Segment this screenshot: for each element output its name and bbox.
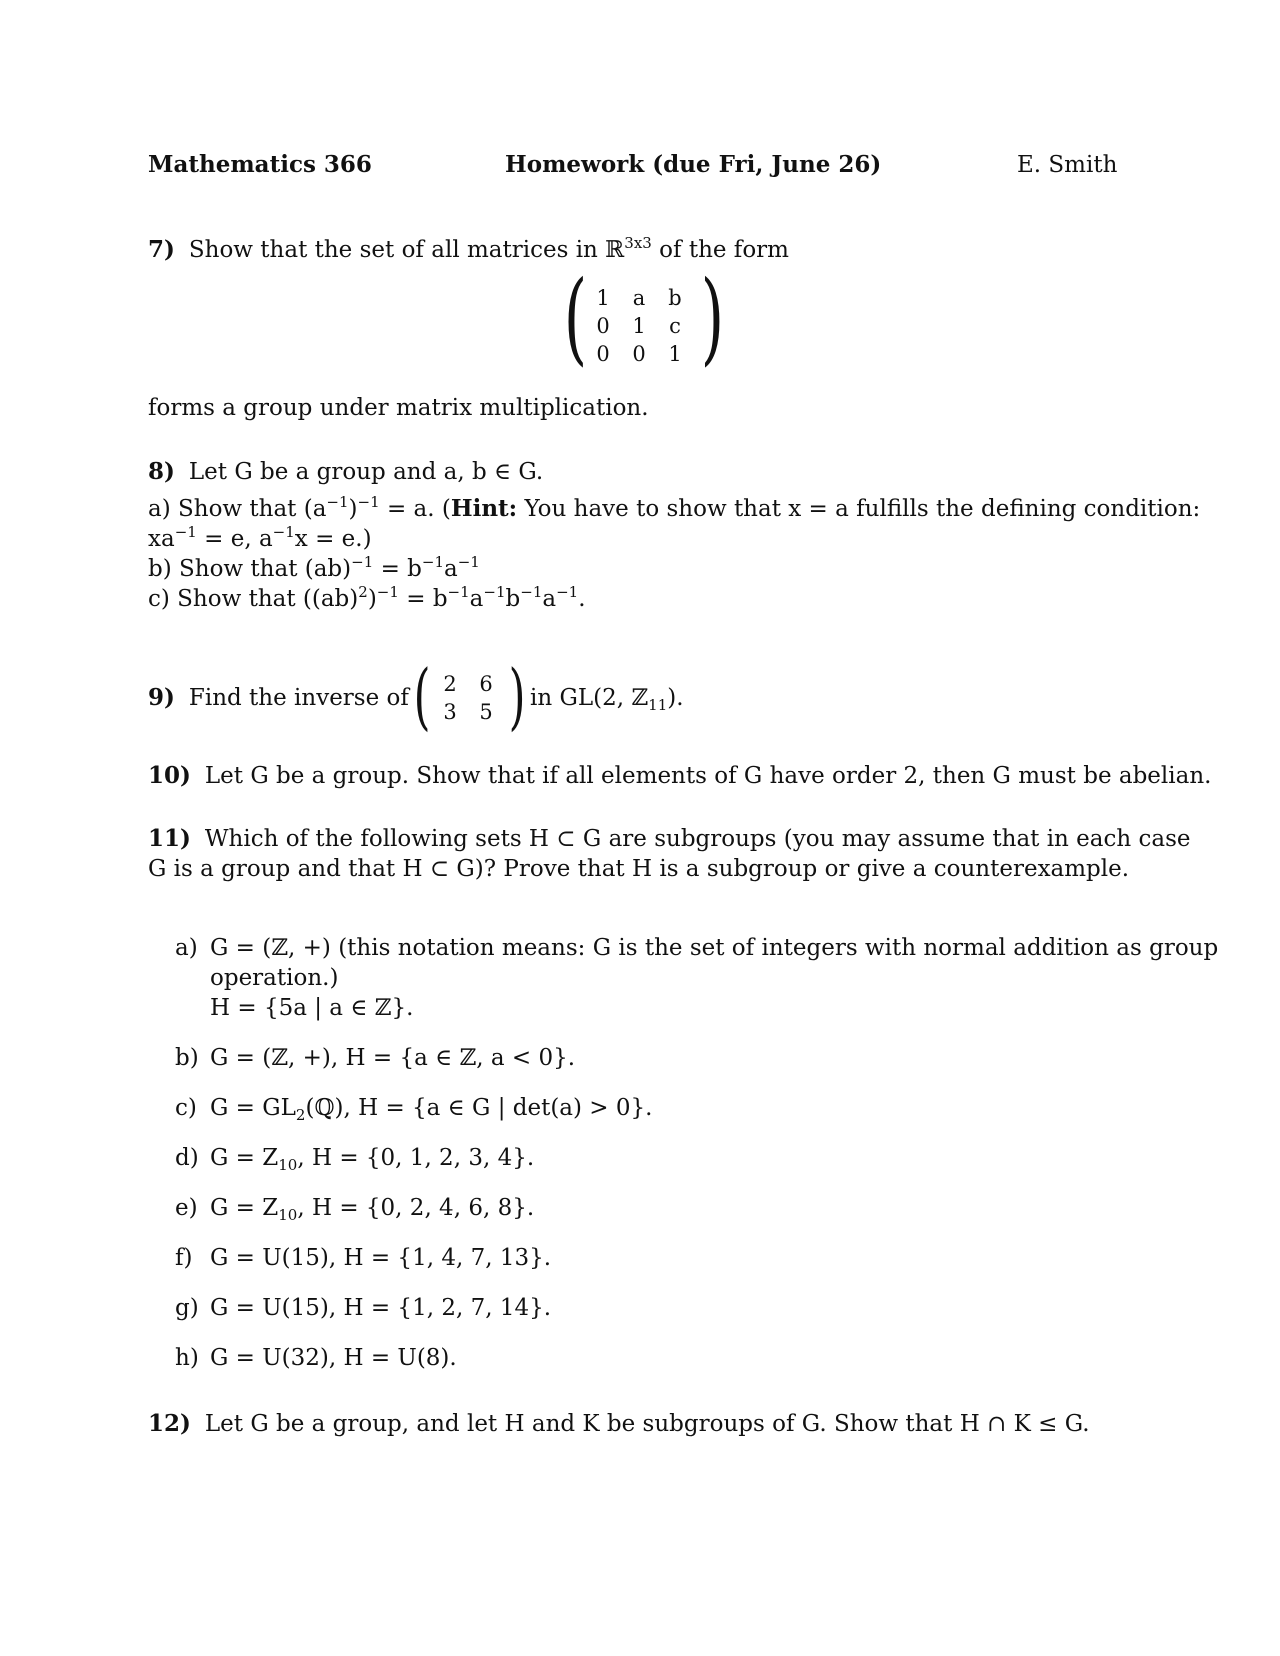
p8a-text: = a. ( [379, 496, 451, 522]
p8a-text: x = e.) [294, 526, 372, 552]
p8c-sup: −1 [376, 583, 399, 601]
item-11e-pre: G = Z [210, 1195, 279, 1221]
problem-9-group: in GL(2, ℤ [530, 685, 649, 711]
p8c-text: = b [398, 586, 448, 612]
p8a-hint-text: You have to show that x = a fulfills the defining condition: [517, 496, 1201, 522]
item-11e-text [210, 1193, 534, 1230]
item-11a-label: a) [175, 935, 198, 961]
matrix-7-cell: b [668, 286, 682, 310]
p8c-sup: −1 [483, 583, 506, 601]
problem-7-text: Show that the set of all matrices in ℝ [188, 237, 625, 263]
item-11d-pre: G = Z [210, 1145, 279, 1171]
problem-9-statement [148, 683, 409, 713]
matrix-9-right-paren: ) [508, 654, 526, 738]
item-11c-sub: 2 [295, 1106, 306, 1124]
problem-7-number: 7) [148, 236, 175, 263]
problem-7-conclusion: forms a group under matrix multiplication. [148, 395, 649, 421]
matrix-7-cell: 0 [596, 314, 610, 338]
matrix-7-right-paren: ) [700, 259, 725, 376]
matrix-9-cell: 6 [479, 672, 493, 696]
item-11d-text [210, 1143, 534, 1180]
p8a-text: = e, a [196, 526, 273, 552]
problem-10-statement [148, 761, 1211, 791]
problem-9-matrix [432, 670, 504, 726]
p8a-sup: −1 [357, 493, 380, 511]
problem-12-number: 12) [148, 1410, 191, 1437]
item-11d-label: d) [175, 1145, 199, 1171]
matrix-7-cell: 1 [632, 314, 646, 338]
item-11g-label: g) [175, 1295, 199, 1321]
problem-11-line2: G is a group and that H ⊂ G)? Prove that H is a subgroup or give a counterexample. [148, 856, 1130, 882]
p8b-text: b) Show that (ab) [148, 556, 352, 582]
item-11c-text [210, 1093, 652, 1130]
p8a-sup: −1 [326, 493, 349, 511]
p8b-text: a [444, 556, 458, 582]
p8a-sup: −1 [174, 523, 197, 541]
problem-8-intro [148, 457, 543, 487]
p8c-text: ) [367, 586, 377, 612]
matrix-9-left-paren: ( [413, 654, 431, 738]
item-11e-label: e) [175, 1195, 198, 1221]
p8c-sup: −1 [520, 583, 543, 601]
item-11b-label: b) [175, 1045, 199, 1071]
problem-11-text: Which of the following sets H ⊂ G are subgroups (you may assume that in each case [204, 826, 1191, 852]
item-11h-text: G = U(32), H = U(8). [210, 1345, 457, 1371]
p8c-text: a [542, 586, 557, 612]
p8b-sup: −1 [351, 553, 374, 571]
problem-11-line1 [148, 824, 1191, 854]
p8c-text: c) Show that ((ab) [148, 586, 359, 612]
p8a-text: xa [148, 526, 175, 552]
problem-9-text: Find the inverse of [188, 685, 409, 711]
problem-9-text-after [530, 683, 684, 720]
item-11e-sub: 10 [278, 1206, 298, 1224]
problem-7-statement [148, 228, 789, 265]
header-course: Mathematics 366 [148, 151, 372, 178]
matrix-7-cell: 0 [596, 342, 610, 366]
problem-12-statement [148, 1409, 1090, 1439]
matrix-7-left-paren: ( [563, 259, 588, 376]
matrix-7-cell: 1 [668, 342, 682, 366]
p8c-sup: −1 [447, 583, 470, 601]
problem-11-number: 11) [148, 825, 191, 852]
p8c-sup: 2 [358, 583, 368, 601]
item-11d-sub: 10 [278, 1156, 298, 1174]
item-11a-line2: operation.) [210, 965, 339, 991]
p8c-text: . [578, 586, 586, 612]
matrix-9-cell: 5 [479, 700, 493, 724]
item-11a-line1: G = (ℤ, +) (this notation means: G is the set of integers with normal addition as group [210, 935, 1219, 961]
problem-9-number: 9) [148, 684, 175, 711]
p8c-sup: −1 [556, 583, 579, 601]
problem-9-end: ). [667, 685, 684, 711]
item-11h-label: h) [175, 1345, 199, 1371]
matrix-7-cell: 0 [632, 342, 646, 366]
item-11e-post: , H = {0, 2, 4, 6, 8}. [297, 1195, 535, 1221]
p8b-sup: −1 [421, 553, 445, 571]
problem-7-text-after: of the form [651, 237, 789, 263]
p8b-text: = b [373, 556, 422, 582]
matrix-7-cell: 1 [596, 286, 610, 310]
item-11c-post: (ℚ), H = {a ∈ G | det(a) > 0}. [305, 1095, 653, 1121]
problem-12-text: Let G be a group, and let H and K be subgroups of G. Show that H ∩ K ≤ G. [204, 1411, 1090, 1437]
p8b-sup: −1 [457, 553, 480, 571]
problem-8-intro-text: Let G be a group and a, b ∈ G. [188, 459, 544, 485]
matrix-9-cell: 3 [443, 700, 457, 724]
p8c-text: a [469, 586, 484, 612]
p8a-hint-label: Hint: [450, 495, 518, 522]
problem-8c [148, 577, 586, 614]
item-11g-text: G = U(15), H = {1, 2, 7, 14}. [210, 1295, 552, 1321]
item-11d-post: , H = {0, 1, 2, 3, 4}. [297, 1145, 535, 1171]
header-author: E. Smith [1017, 152, 1118, 178]
problem-10-number: 10) [148, 762, 191, 789]
p8a-text: a) Show that (a [148, 496, 327, 522]
problem-7-dimension: 3x3 [624, 234, 652, 252]
matrix-7-cell: a [632, 286, 646, 310]
item-11c-pre: G = GL [210, 1095, 296, 1121]
item-11c-label: c) [175, 1095, 197, 1121]
header-title: Homework (due Fri, June 26) [505, 151, 882, 178]
p8a-text: ) [348, 496, 358, 522]
problem-8-number: 8) [148, 458, 175, 485]
p8c-text: b [505, 586, 521, 612]
p8a-sup: −1 [272, 523, 295, 541]
item-11b-text: G = (ℤ, +), H = {a ∈ ℤ, a < 0}. [210, 1045, 576, 1071]
matrix-7-cell: c [669, 314, 681, 338]
matrix-9-cell: 2 [443, 672, 457, 696]
item-11f-text: G = U(15), H = {1, 4, 7, 13}. [210, 1245, 552, 1271]
item-11f-label: f) [175, 1245, 193, 1271]
problem-9-modulus: 11 [648, 696, 668, 714]
problem-10-text: Let G be a group. Show that if all elements of G have order 2, then G must be abelian. [204, 763, 1212, 789]
item-11a-line3: H = {5a | a ∈ ℤ}. [210, 995, 414, 1021]
problem-7-matrix [585, 284, 693, 368]
